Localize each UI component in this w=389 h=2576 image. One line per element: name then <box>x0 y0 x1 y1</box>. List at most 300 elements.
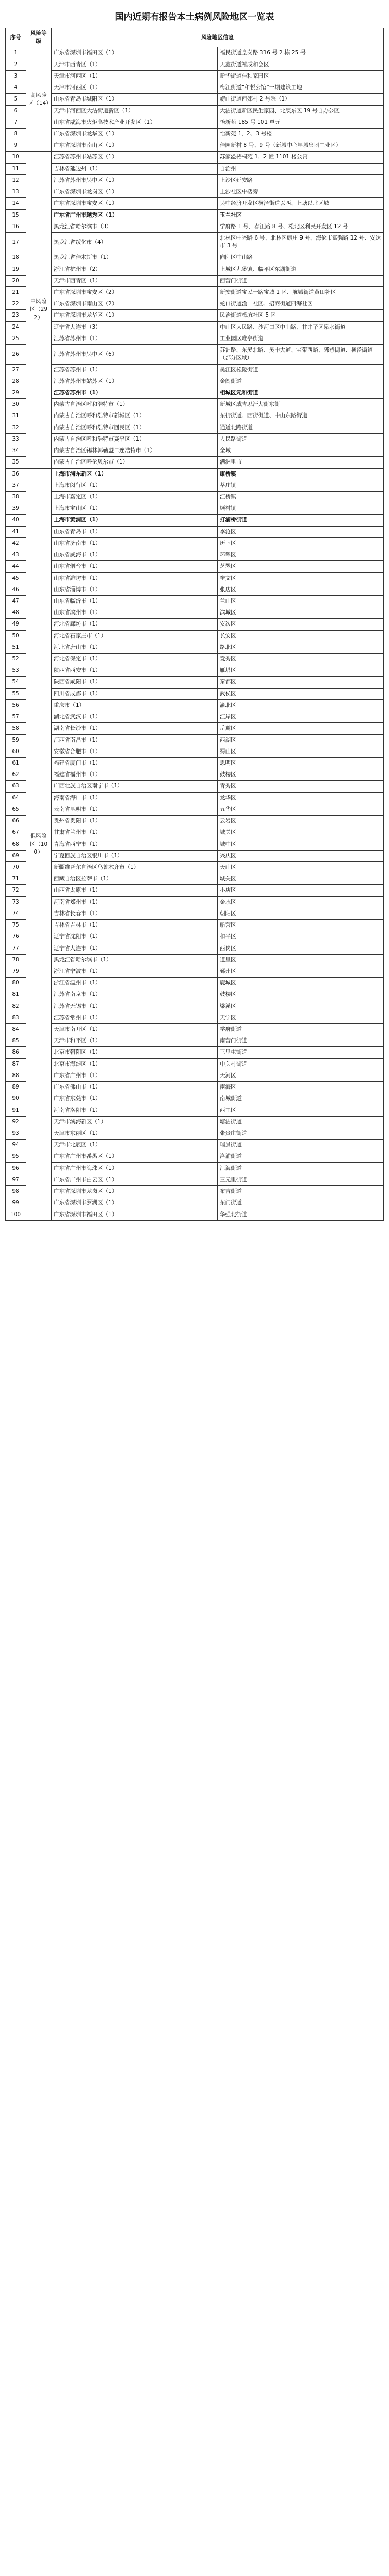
row-seq: 16 <box>6 221 26 232</box>
row-seq: 2 <box>6 59 26 70</box>
row-detail: 打浦桥街道 <box>218 515 384 526</box>
row-seq: 99 <box>6 1197 26 1209</box>
row-seq: 59 <box>6 734 26 746</box>
table-row <box>6 1140 384 1151</box>
row-seq: 53 <box>6 665 26 677</box>
row-seq: 18 <box>6 252 26 264</box>
table-row <box>6 699 384 711</box>
row-region: 江西省南昌市（1） <box>52 734 218 746</box>
row-detail: 南海区 <box>218 1082 384 1093</box>
table-row <box>6 298 384 310</box>
table-row <box>6 468 384 480</box>
row-detail: 滨城区 <box>218 607 384 619</box>
header-seq: 序号 <box>6 28 26 47</box>
risk-level-cell: 低风险区（100） <box>26 468 52 1220</box>
table-row <box>6 549 384 561</box>
row-seq: 97 <box>6 1174 26 1185</box>
row-region: 宁夏回族自治区银川市（1） <box>52 850 218 861</box>
table-row <box>6 491 384 503</box>
row-region: 广东省深圳市宝安区（1） <box>52 198 218 209</box>
row-region: 广东省深圳市福田区（1） <box>52 47 218 59</box>
table-row <box>6 94 384 105</box>
row-seq: 72 <box>6 885 26 896</box>
row-detail: 全域 <box>218 445 384 457</box>
row-detail: 思明区 <box>218 758 384 769</box>
row-region: 上海市嘉定区（1） <box>52 491 218 503</box>
row-detail: 通道北路街道 <box>218 422 384 433</box>
row-detail: 福民街道皇岗路 316 号 2 栋 25 号 <box>218 47 384 59</box>
table-row <box>6 1128 384 1140</box>
row-seq: 4 <box>6 82 26 94</box>
row-seq: 21 <box>6 287 26 298</box>
table-row <box>6 827 384 839</box>
row-seq: 76 <box>6 931 26 943</box>
table-row <box>6 978 384 989</box>
row-seq: 43 <box>6 549 26 561</box>
row-region: 重庆市（1） <box>52 699 218 711</box>
row-seq: 77 <box>6 943 26 954</box>
row-seq: 29 <box>6 387 26 399</box>
row-region: 北京市朝阳区（1） <box>52 1047 218 1058</box>
row-seq: 31 <box>6 410 26 422</box>
table-row <box>6 59 384 70</box>
table-row <box>6 931 384 943</box>
row-seq: 89 <box>6 1082 26 1093</box>
table-row <box>6 861 384 873</box>
row-detail: 城关区 <box>218 873 384 885</box>
row-seq: 35 <box>6 457 26 468</box>
row-seq: 88 <box>6 1070 26 1081</box>
row-detail: 江桥镇 <box>218 491 384 503</box>
row-detail: 道里区 <box>218 954 384 966</box>
row-seq: 73 <box>6 896 26 908</box>
table-row <box>6 232 384 252</box>
row-detail: 环翠区 <box>218 549 384 561</box>
row-seq: 39 <box>6 503 26 515</box>
row-seq: 10 <box>6 152 26 163</box>
row-detail: 金阊街道 <box>218 376 384 387</box>
row-region: 江苏省苏州市（1） <box>52 387 218 399</box>
row-region: 甘肃省兰州市（1） <box>52 827 218 839</box>
row-region: 山东省潍坊市（1） <box>52 572 218 584</box>
row-seq: 51 <box>6 642 26 653</box>
row-region: 天津市西青区（1） <box>52 59 218 70</box>
row-seq: 19 <box>6 264 26 275</box>
row-seq: 58 <box>6 723 26 734</box>
table-row <box>6 515 384 526</box>
row-detail: 西营门街道 <box>218 275 384 286</box>
table-row <box>6 364 384 376</box>
row-region: 云南省昆明市（1） <box>52 804 218 815</box>
table-row <box>6 422 384 433</box>
row-seq: 56 <box>6 699 26 711</box>
row-detail: 云岩区 <box>218 816 384 827</box>
row-region: 海南省海口市（1） <box>52 792 218 804</box>
table-row <box>6 376 384 387</box>
row-detail: 人民路街道 <box>218 433 384 445</box>
row-region: 广东省广州市白云区（1） <box>52 1174 218 1185</box>
row-seq: 9 <box>6 140 26 152</box>
table-row <box>6 943 384 954</box>
table-row <box>6 1197 384 1209</box>
row-seq: 5 <box>6 94 26 105</box>
row-seq: 65 <box>6 804 26 815</box>
table-row <box>6 321 384 333</box>
table-row <box>6 480 384 491</box>
row-seq: 94 <box>6 1140 26 1151</box>
row-detail: 天山区 <box>218 861 384 873</box>
table-row <box>6 920 384 931</box>
row-seq: 48 <box>6 607 26 619</box>
row-seq: 71 <box>6 873 26 885</box>
row-detail: 大沽街道新区民生家园、北辰东区 19 号自办公区 <box>218 105 384 117</box>
table-row <box>6 128 384 140</box>
row-region: 江苏省苏州市姑苏区（1） <box>52 376 218 387</box>
row-detail: 民治街道樟坑社区 5 区 <box>218 310 384 321</box>
row-region: 安徽省合肥市（1） <box>52 746 218 757</box>
row-detail: 上城区九堡镇、临平区东湖街道 <box>218 264 384 275</box>
row-detail: 布吉街道 <box>218 1186 384 1197</box>
row-seq: 96 <box>6 1162 26 1174</box>
row-seq: 62 <box>6 769 26 781</box>
table-row <box>6 537 384 549</box>
row-region: 广东省佛山市（1） <box>52 1082 218 1093</box>
row-detail: 奎文区 <box>218 572 384 584</box>
row-seq: 44 <box>6 561 26 572</box>
row-region: 广东省深圳市福田区（1） <box>52 1209 218 1220</box>
risk-level-cell: 高风险区（14） <box>26 47 52 152</box>
row-detail: 历下区 <box>218 537 384 549</box>
row-region: 湖南省长沙市（1） <box>52 723 218 734</box>
row-seq: 69 <box>6 850 26 861</box>
row-detail: 金水区 <box>218 896 384 908</box>
table-row <box>6 1162 384 1174</box>
table-row <box>6 1070 384 1081</box>
row-region: 广东省深圳市南山区（2） <box>52 298 218 310</box>
row-region: 广东省深圳市龙华区（1） <box>52 128 218 140</box>
row-region: 上海市宝山区（1） <box>52 503 218 515</box>
row-detail: 南城街道 <box>218 1093 384 1105</box>
table-row <box>6 174 384 186</box>
table-row <box>6 734 384 746</box>
row-detail: 天鑫街道禧成和会区 <box>218 59 384 70</box>
row-detail: 梁溪区 <box>218 1001 384 1012</box>
table-row <box>6 70 384 82</box>
row-region: 内蒙古自治区呼和浩特市回民区（1） <box>52 422 218 433</box>
table-row <box>6 642 384 653</box>
table-row <box>6 896 384 908</box>
row-seq: 25 <box>6 333 26 344</box>
row-region: 天津市河西区大沽街道新区（1） <box>52 105 218 117</box>
table-row <box>6 781 384 792</box>
row-detail: 满洲里市 <box>218 457 384 468</box>
row-region: 天津市南开区（1） <box>52 1024 218 1035</box>
row-detail: 中关村街道 <box>218 1058 384 1070</box>
row-region: 江苏省南京市（1） <box>52 989 218 1001</box>
row-region: 天津市北辰区（1） <box>52 1140 218 1151</box>
row-region: 天津市东丽区（1） <box>52 1128 218 1140</box>
row-region: 内蒙古自治区呼和浩特市赛罕区（1） <box>52 433 218 445</box>
table-row <box>6 252 384 264</box>
row-seq: 17 <box>6 232 26 252</box>
row-region: 黑龙江省哈尔滨市（1） <box>52 954 218 966</box>
table-row <box>6 345 384 364</box>
row-detail: 长安区 <box>218 630 384 642</box>
row-region: 吉林省长春市（1） <box>52 908 218 919</box>
table-row <box>6 885 384 896</box>
row-region: 广东省深圳市罗湖区（1） <box>52 1197 218 1209</box>
row-seq: 46 <box>6 584 26 595</box>
row-detail: 鼓楼区 <box>218 989 384 1001</box>
header-level: 风险等级 <box>26 28 52 47</box>
row-detail: 怡新苑 1、2、3 号楼 <box>218 128 384 140</box>
row-detail: 三元里街道 <box>218 1174 384 1185</box>
row-detail: 玉兰社区 <box>218 209 384 221</box>
row-seq: 60 <box>6 746 26 757</box>
row-seq: 11 <box>6 163 26 174</box>
row-region: 辽宁省大连市（1） <box>52 943 218 954</box>
row-detail: 朝阳区 <box>218 908 384 919</box>
table-row <box>6 816 384 827</box>
row-detail: 鼓楼区 <box>218 769 384 781</box>
row-region: 天津市西青区（1） <box>52 275 218 286</box>
row-detail: 南营门街道 <box>218 1035 384 1047</box>
table-row <box>6 457 384 468</box>
row-region: 江苏省苏州市吴中区（6） <box>52 345 218 364</box>
row-region: 河北省唐山市（1） <box>52 642 218 653</box>
table-row <box>6 850 384 861</box>
table-row <box>6 1082 384 1093</box>
row-detail: 渝北区 <box>218 699 384 711</box>
table-row <box>6 1105 384 1116</box>
row-detail: 张店区 <box>218 584 384 595</box>
row-seq: 64 <box>6 792 26 804</box>
row-region: 天津市和平区（1） <box>52 1035 218 1047</box>
row-detail: 岳麓区 <box>218 723 384 734</box>
row-detail: 蜀山区 <box>218 746 384 757</box>
table-row <box>6 1186 384 1197</box>
row-region: 山东省青岛市城阳区（1） <box>52 94 218 105</box>
table-row <box>6 445 384 457</box>
row-detail: 中山区人民路、沙河口区中山路、甘井子区泉水街道 <box>218 321 384 333</box>
row-detail: 武侯区 <box>218 688 384 699</box>
row-region: 广西壮族自治区南宁市（1） <box>52 781 218 792</box>
row-seq: 80 <box>6 978 26 989</box>
row-region: 浙江省宁波市（1） <box>52 966 218 977</box>
row-detail: 芝罘区 <box>218 561 384 572</box>
row-detail: 和平区 <box>218 931 384 943</box>
row-seq: 12 <box>6 174 26 186</box>
row-detail: 莘庄镇 <box>218 480 384 491</box>
table-row <box>6 310 384 321</box>
row-region: 广东省广州市越秀区（1） <box>52 209 218 221</box>
table-row <box>6 503 384 515</box>
table-row <box>6 989 384 1001</box>
row-region: 湖北省武汉市（1） <box>52 711 218 723</box>
table-row <box>6 758 384 769</box>
row-region: 黑龙江省佳木斯市（1） <box>52 252 218 264</box>
row-region: 山西省太原市（1） <box>52 885 218 896</box>
row-detail: 江岸区 <box>218 711 384 723</box>
row-region: 河南省郑州市（1） <box>52 896 218 908</box>
row-region: 浙江省温州市（1） <box>52 978 218 989</box>
row-region: 河北省廊坊市（1） <box>52 619 218 630</box>
row-region: 江苏省无锡市（1） <box>52 1001 218 1012</box>
row-detail: 塘沽街道 <box>218 1116 384 1128</box>
row-seq: 86 <box>6 1047 26 1058</box>
row-region: 贵州省贵阳市（1） <box>52 816 218 827</box>
row-detail: 青秀区 <box>218 781 384 792</box>
document-title: 国内近期有报告本土病例风险地区一览表 <box>115 12 274 22</box>
row-seq: 90 <box>6 1093 26 1105</box>
row-detail: 城中区 <box>218 839 384 850</box>
row-region: 青海省西宁市（1） <box>52 839 218 850</box>
row-region: 广东省深圳市龙华区（1） <box>52 310 218 321</box>
row-region: 黑龙江省绥化市（4） <box>52 232 218 252</box>
row-region: 广东省深圳市龙岗区（1） <box>52 1186 218 1197</box>
row-region: 江苏省苏州市吴中区（1） <box>52 174 218 186</box>
row-detail: 北林区中兴路 6 号、北林区康庄 9 号、海伦市富强路 12 号、安达市 3 号 <box>218 232 384 252</box>
table-row <box>6 1151 384 1162</box>
row-seq: 30 <box>6 399 26 410</box>
row-detail: 三里屯街道 <box>218 1047 384 1058</box>
row-detail: 蛇口街道渔一社区、招商街道四海社区 <box>218 298 384 310</box>
row-seq: 14 <box>6 198 26 209</box>
row-seq: 92 <box>6 1116 26 1128</box>
row-seq: 81 <box>6 989 26 1001</box>
row-region: 广东省广州市番禺区（1） <box>52 1151 218 1162</box>
table-row <box>6 1024 384 1035</box>
table-row <box>6 630 384 642</box>
row-detail: 安次区 <box>218 619 384 630</box>
row-seq: 98 <box>6 1186 26 1197</box>
table-row <box>6 1209 384 1220</box>
row-detail: 江海街道 <box>218 1162 384 1174</box>
row-region: 山东省滨州市（1） <box>52 607 218 619</box>
row-seq: 74 <box>6 908 26 919</box>
table-header-row <box>6 28 384 47</box>
row-region: 浙江省杭州市（2） <box>52 264 218 275</box>
row-seq: 75 <box>6 920 26 931</box>
row-region: 黑龙江省哈尔滨市（3） <box>52 221 218 232</box>
row-seq: 13 <box>6 186 26 198</box>
table-row <box>6 198 384 209</box>
row-region: 内蒙古自治区呼和浩特市新城区（1） <box>52 410 218 422</box>
row-detail: 雁塔区 <box>218 665 384 677</box>
row-detail: 吴江区松陵街道 <box>218 364 384 376</box>
row-seq: 27 <box>6 364 26 376</box>
row-region: 山东省威海市火炬高技术产业开发区（1） <box>52 117 218 128</box>
row-region: 天津市滨海新区（1） <box>52 1116 218 1128</box>
row-detail: 自治州 <box>218 163 384 174</box>
row-region: 山东省烟台市（1） <box>52 561 218 572</box>
table-row <box>6 399 384 410</box>
row-detail: 上沙区延安路 <box>218 174 384 186</box>
row-seq: 87 <box>6 1058 26 1070</box>
row-seq: 52 <box>6 654 26 665</box>
table-row <box>6 839 384 850</box>
row-region: 河北省石家庄市（1） <box>52 630 218 642</box>
row-detail: 西湖区 <box>218 734 384 746</box>
table-row <box>6 209 384 221</box>
table-row <box>6 688 384 699</box>
row-region: 北京市海淀区（1） <box>52 1058 218 1070</box>
row-seq: 6 <box>6 105 26 117</box>
row-region: 广东省深圳市南山区（1） <box>52 140 218 152</box>
row-region: 辽宁省沈阳市（1） <box>52 931 218 943</box>
row-region: 江苏省苏州市（1） <box>52 364 218 376</box>
table-row <box>6 954 384 966</box>
table-row <box>6 873 384 885</box>
row-region: 陕西省西安市（1） <box>52 665 218 677</box>
table-row <box>6 595 384 607</box>
table-row <box>6 1058 384 1070</box>
row-seq: 78 <box>6 954 26 966</box>
row-seq: 66 <box>6 816 26 827</box>
row-detail: 鹿城区 <box>218 978 384 989</box>
row-seq: 55 <box>6 688 26 699</box>
row-region: 吉林省延边州（1） <box>52 163 218 174</box>
document-page <box>5 0 384 1221</box>
row-detail: 天宁区 <box>218 1012 384 1023</box>
table-row <box>6 804 384 815</box>
table-row <box>6 1001 384 1012</box>
table-row <box>6 387 384 399</box>
row-detail: 东街街道、西街街道、中山东路街道 <box>218 410 384 422</box>
row-region: 山东省青岛市（1） <box>52 526 218 537</box>
row-region: 江苏省常州市（1） <box>52 1012 218 1023</box>
row-detail: 秦都区 <box>218 677 384 688</box>
row-region: 广东省深圳市龙岗区（1） <box>52 186 218 198</box>
row-region: 河北省保定市（1） <box>52 654 218 665</box>
row-detail: 新城区成吉思汗大街东街 <box>218 399 384 410</box>
table-row <box>6 333 384 344</box>
row-seq: 20 <box>6 275 26 286</box>
table-row <box>6 572 384 584</box>
row-detail: 上沙社区中楼旁 <box>218 186 384 198</box>
row-seq: 84 <box>6 1024 26 1035</box>
row-detail: 工业园区唯亭街道 <box>218 333 384 344</box>
row-seq: 26 <box>6 345 26 364</box>
row-seq: 24 <box>6 321 26 333</box>
row-region: 山东省淄博市（1） <box>52 584 218 595</box>
row-detail: 小店区 <box>218 885 384 896</box>
row-detail: 相城区元和街道 <box>218 387 384 399</box>
table-row <box>6 746 384 757</box>
row-detail: 兴庆区 <box>218 850 384 861</box>
row-detail: 苏家溢梧桐苑 1、2 幢 1101 楼公寓 <box>218 152 384 163</box>
table-row <box>6 966 384 977</box>
table-row <box>6 275 384 286</box>
row-detail: 五华区 <box>218 804 384 815</box>
table-row <box>6 410 384 422</box>
header-area: 风险地区信息 <box>52 28 384 47</box>
row-detail: 梅江街道“和悦公馆”一期建筑工地 <box>218 82 384 94</box>
row-detail: 西工区 <box>218 1105 384 1116</box>
row-seq: 34 <box>6 445 26 457</box>
row-seq: 54 <box>6 677 26 688</box>
row-detail: 学府街道 <box>218 1024 384 1035</box>
row-region: 广东省广州市海珠区（1） <box>52 1162 218 1174</box>
row-seq: 32 <box>6 422 26 433</box>
row-detail: 康桥镇 <box>218 468 384 480</box>
table-row <box>6 117 384 128</box>
row-detail: 新华街道佳和家园区 <box>218 70 384 82</box>
row-region: 广东省深圳市宝安区（2） <box>52 287 218 298</box>
row-detail: 瑞景街道 <box>218 1140 384 1151</box>
table-row <box>6 723 384 734</box>
table-row <box>6 1116 384 1128</box>
